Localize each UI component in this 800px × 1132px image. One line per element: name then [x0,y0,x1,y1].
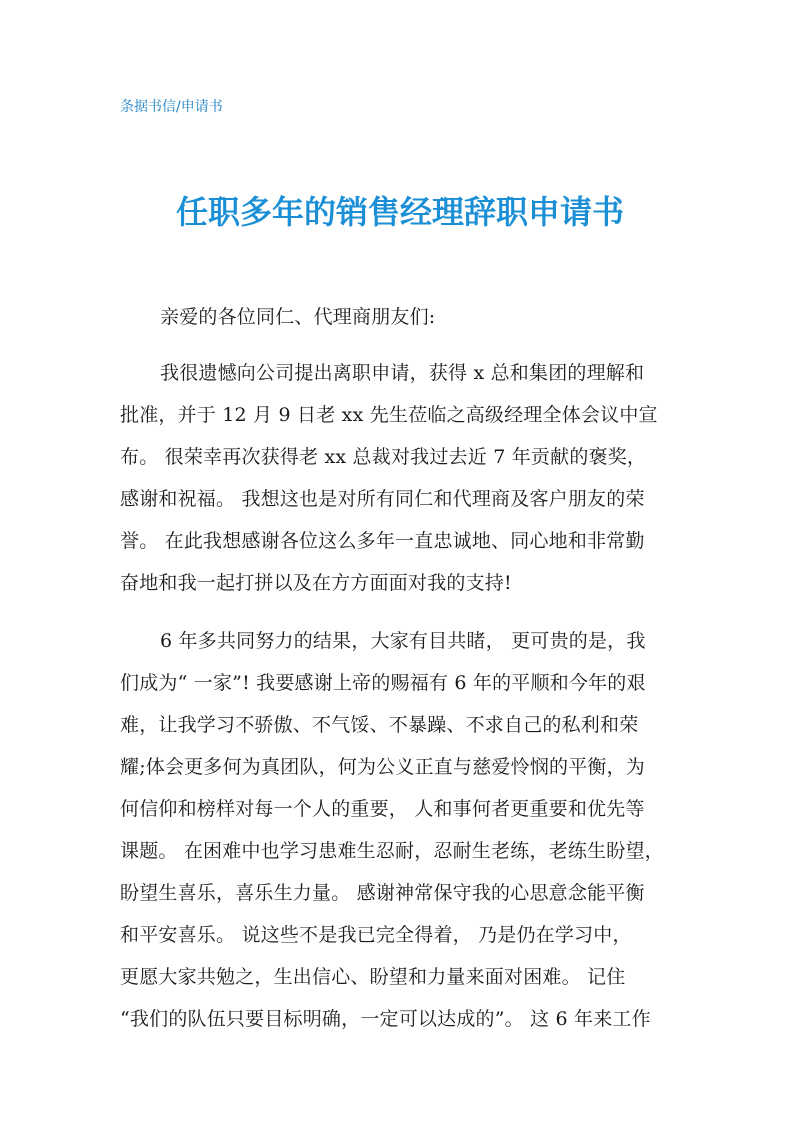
paragraph-line: 6 年多共同努力的结果，大家有目共睹， 更可贵的是，我 [160,630,646,652]
paragraph-1 [120,352,690,604]
paragraph-line: “我们的队伍只要目标明确，一定可以达成的”。 这 6 年来工作 [120,1008,651,1030]
paragraph-line: 更愿大家共勉之，生出信心、盼望和力量来面对困难。 记住 [120,966,626,988]
paragraph-line: 何信仰和榜样对每一个人的重要， 人和事何者更重要和优先等 [120,798,645,820]
paragraph-line: 奋地和我一起打拼以及在方方面面对我的支持! [120,572,512,594]
page-title: 任职多年的销售经理辞职申请书 [175,193,624,231]
paragraph-line: 盼望生喜乐，喜乐生力量。 感谢神常保守我的心思意念能平衡 [120,882,645,904]
paragraph-line: 感谢和祝福。 我想这也是对所有同仁和代理商及客户朋友的荣 [120,488,645,510]
paragraph-line: 誉。 在此我想感谢各位这么多年一直忠诚地、同心地和非常勤 [120,530,645,552]
paragraph-line: 耀;体会更多何为真团队，何为公义正直与慈爱怜悯的平衡，为 [120,756,646,778]
paragraph-line: 布。 很荣幸再次获得老 xx 总裁对我过去近 7 年贡献的褒奖， [120,446,647,468]
paragraph-2 [120,620,690,1040]
paragraph-line: 们成为“ 一家”! 我要感谢上帝的赐福有 6 年的平顺和今年的艰 [120,672,646,694]
paragraph-line: 我很遗憾向公司提出离职申请，获得 x 总和集团的理解和 [160,362,645,384]
salutation-line: 亲爱的各位同仁、代理商朋友们: [160,306,436,328]
breadcrumb[interactable]: 条据书信/申请书 [120,99,223,115]
paragraph-line: 难，让我学习不骄傲、不气馁、不暴躁、不求自己的私利和荣 [120,714,639,736]
paragraph-line: 课题。 在困难中也学习患难生忍耐，忍耐生老练，老练生盼望， [120,840,664,862]
paragraph-line: 和平安喜乐。 说这些不是我已完全得着， 乃是仍在学习中， [120,924,632,946]
salutation [120,296,690,338]
paragraph-line: 批准，并于 12 月 9 日老 xx 先生莅临之高级经理全体会议中宣 [120,404,658,426]
